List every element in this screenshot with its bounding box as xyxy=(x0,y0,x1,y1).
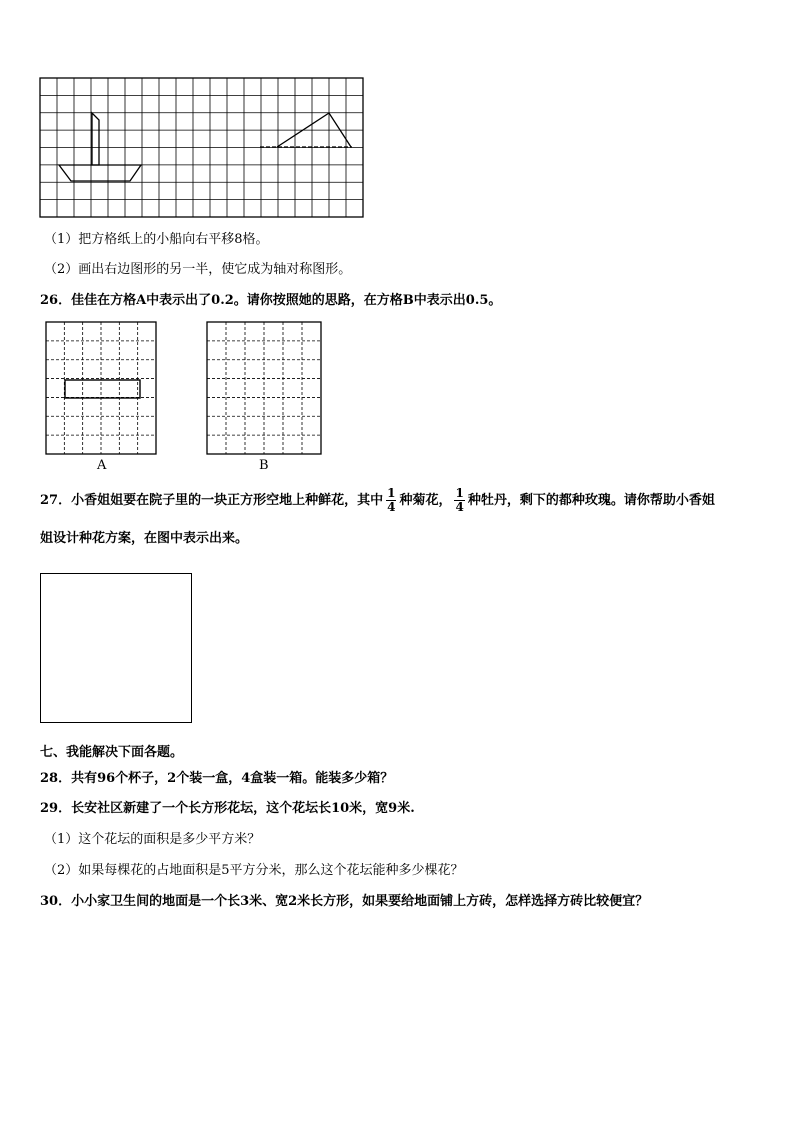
grid-a-label: A xyxy=(97,458,107,473)
grid-b-label: B xyxy=(259,458,269,473)
q27-line2: 姐设计种花方案，在图中表示出来。 xyxy=(40,531,249,546)
fraction-one-quarter-b: $\frac{1}{4}$ xyxy=(455,486,464,514)
section-heading: 七、我能解决下面各题。 xyxy=(40,745,184,760)
q27-part3: 种牡丹，剩下的都种玫瑰。请你帮助小香姐 xyxy=(467,493,715,508)
q29-text: 29．长安社区新建了一个长方形花坛，这个花坛长10米，宽9米. xyxy=(40,801,415,816)
q29-sub2: （2）如果每棵花的占地面积是5平方分米，那么这个花坛能种多少棵花？ xyxy=(44,863,464,878)
fraction-one-quarter-a: $\frac{1}{4}$ xyxy=(387,486,396,514)
q27-part2: 种菊花， xyxy=(399,493,452,508)
q25-grid-figure xyxy=(40,78,365,218)
square-plot xyxy=(40,573,192,723)
q26-text: 26．佳佳在方格A中表示出了0.2。请你按照她的思路，在方格B中表示出0.5。 xyxy=(40,293,502,308)
q29-sub1: （1）这个花坛的面积是多少平方米？ xyxy=(44,832,261,847)
q25-sub2: （2）画出右边图形的另一半，使它成为轴对称图形。 xyxy=(44,262,352,277)
q26-grid-a xyxy=(46,322,158,456)
q28-text: 28．共有96个杯子，2个装一盒，4盒装一箱。能装多少箱？ xyxy=(40,771,394,786)
boat-shape xyxy=(59,113,141,181)
q30-text: 30．小小家卫生间的地面是一个长3米、宽2米长方形，如果要给地面铺上方砖，怎样选择方砖比较便宜？ xyxy=(40,894,649,909)
q25-sub1: （1）把方格纸上的小船向右平移8格。 xyxy=(44,232,269,247)
q27-part1: 27．小香姐姐要在院子里的一块正方形空地上种鲜花，其中 xyxy=(40,493,384,508)
q26-grid-b xyxy=(207,322,323,456)
q27-line1 xyxy=(40,486,715,516)
shaded-strip xyxy=(65,380,140,398)
